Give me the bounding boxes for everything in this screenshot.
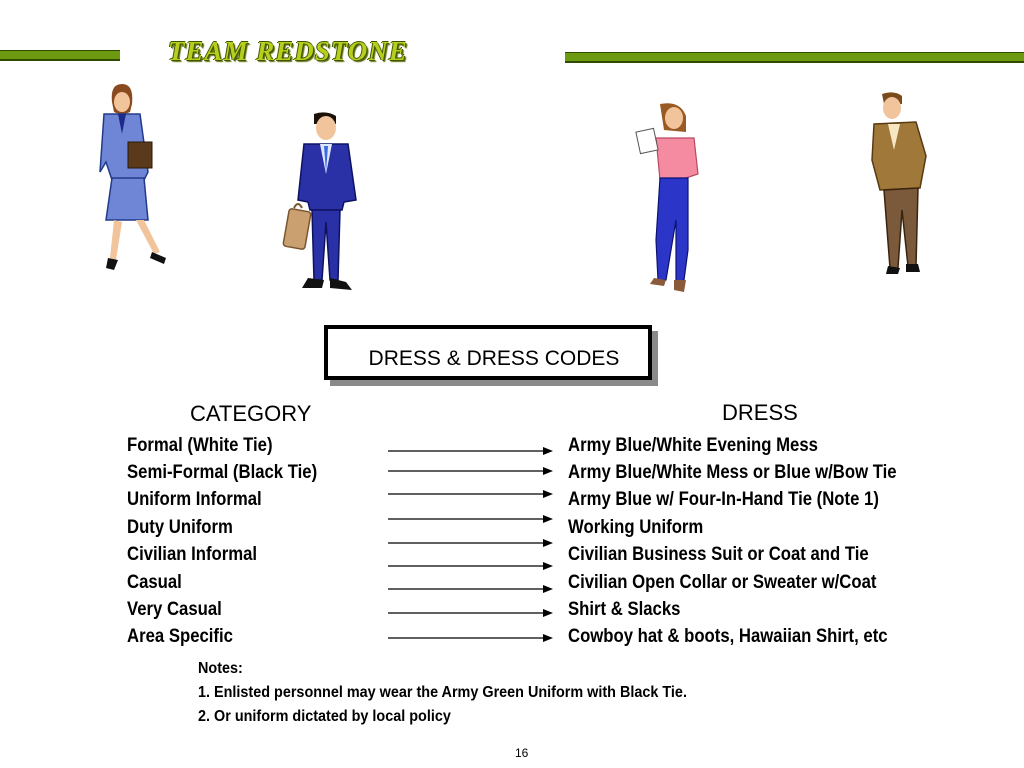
row-arrow: [388, 608, 553, 618]
category-duty-uniform: Duty Uniform: [127, 517, 233, 538]
note-1: 1. Enlisted personnel may wear the Army Green Uniform with Black Tie.: [198, 684, 687, 701]
row-arrow: [388, 489, 553, 499]
section-title-box: [324, 325, 652, 380]
row-arrow: [388, 584, 553, 594]
row-arrow: [388, 466, 553, 476]
row-arrow: [388, 446, 553, 456]
category-formal: Formal (White Tie): [127, 435, 273, 456]
category-area-specific: Area Specific: [127, 626, 233, 647]
page-number: 16: [515, 746, 529, 760]
man-in-suit-illustration: [282, 110, 372, 295]
team-banner: TEAM REDSTONE: [168, 36, 408, 66]
row-arrow: [388, 514, 553, 524]
dress-semi-formal: Army Blue/White Mess or Blue w/Bow Tie: [568, 462, 897, 483]
row-arrow: [388, 538, 553, 548]
category-casual: Casual: [127, 572, 182, 593]
decorative-bar-right: [565, 52, 1024, 63]
category-semi-formal: Semi-Formal (Black Tie): [127, 462, 318, 483]
woman-casual-illustration: [630, 100, 710, 300]
category-column-header: CATEGORY: [190, 401, 312, 426]
category-civilian-informal: Civilian Informal: [127, 544, 258, 565]
dress-uniform-informal: Army Blue w/ Four-In-Hand Tie (Note 1): [568, 489, 879, 510]
dress-very-casual: Shirt & Slacks: [568, 599, 681, 620]
dress-duty-uniform: Working Uniform: [568, 517, 704, 538]
row-arrow: [388, 633, 553, 643]
woman-in-suit-illustration: [92, 82, 172, 272]
dress-civilian-informal: Civilian Business Suit or Coat and Tie: [568, 544, 869, 565]
row-arrow: [388, 561, 553, 571]
decorative-bar-left: [0, 50, 120, 61]
dress-casual: Civilian Open Collar or Sweater w/Coat: [568, 572, 877, 593]
dress-formal: Army Blue/White Evening Mess: [568, 435, 818, 456]
category-very-casual: Very Casual: [127, 599, 222, 620]
dress-area-specific: Cowboy hat & boots, Hawaiian Shirt, etc: [568, 626, 888, 647]
dress-column-header: DRESS: [722, 400, 798, 425]
note-2: 2. Or uniform dictated by local policy: [198, 708, 451, 725]
category-uniform-informal: Uniform Informal: [127, 489, 262, 510]
section-title: DRESS & DRESS CODES: [368, 346, 620, 370]
notes-heading: Notes:: [198, 660, 243, 677]
man-casual-illustration: [868, 90, 938, 280]
